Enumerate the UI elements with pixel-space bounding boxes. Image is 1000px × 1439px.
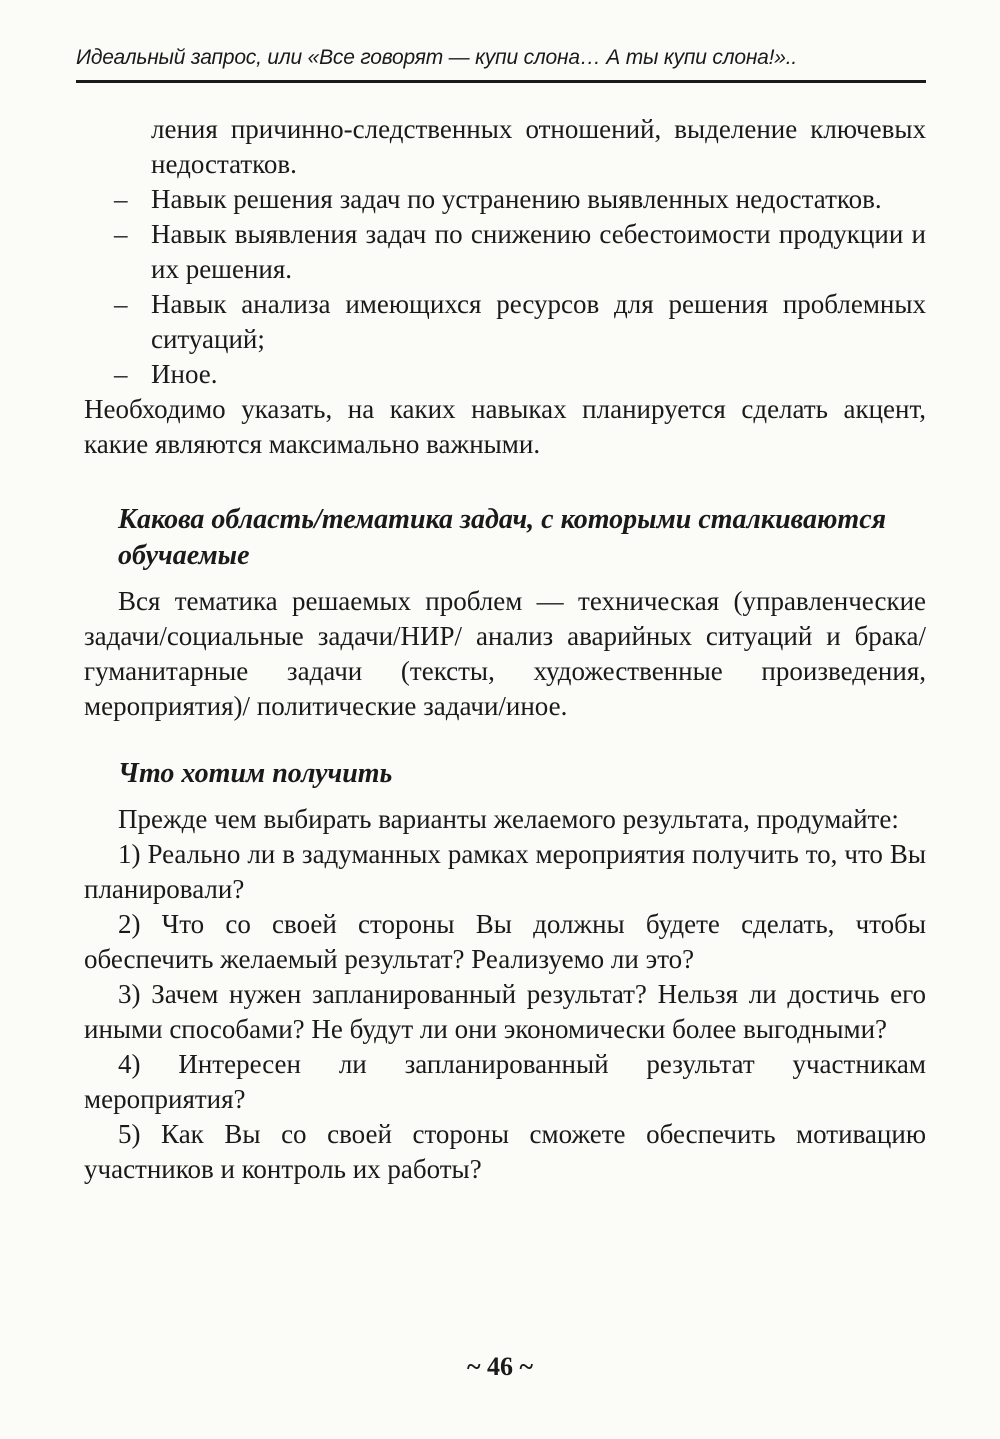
list-marker: – (114, 359, 128, 389)
list-item (84, 182, 926, 217)
header-rule (76, 80, 926, 83)
section-heading: Что хотим получить (118, 758, 393, 789)
section-paragraph: Вся тематика решаемых проблем — техническая (управленческие задачи/социальные задачи/НИР/ анализ аварийных ситуаций и брака/ гуманитарные задачи (тексты, художественные произведения, мероприятия)/ политические задачи/иное. (84, 586, 926, 721)
page-number: ~ 46 ~ (466, 1352, 534, 1381)
list-item-text: Навык анализа имеющихся ресурсов для решения проблемных ситуаций; (151, 289, 926, 354)
list-marker: – (114, 289, 128, 319)
list-item (84, 357, 926, 392)
question-item: 2) Что со своей стороны Вы должны будете сделать, чтобы обеспечить желаемый результат? Реализуемо ли это? (84, 909, 926, 974)
paragraph-continuation: ления причинно-следственных отношений, выделение ключевых недостатков. (151, 114, 926, 179)
question-item: 1) Реально ли в задуманных рамках мероприятия получить то, что Вы планировали? (84, 839, 926, 904)
list-item (84, 217, 926, 287)
question-item: 5) Как Вы со своей стороны сможете обеспечить мотивацию участников и контроль их работы? (84, 1119, 926, 1184)
section-intro: Прежде чем выбирать варианты желаемого результата, продумайте: (118, 804, 899, 834)
question-item: 4) Интересен ли запланированный результат участникам мероприятия? (84, 1049, 926, 1114)
list-item (84, 287, 926, 357)
list-item-text: Иное. (151, 359, 218, 389)
section-heading: Какова область/тематика задач, с которыми сталкиваются обучаемые (118, 504, 887, 571)
running-header: Идеальный запрос, или «Все говорят — купи слона… А ты купи слона!».. (76, 46, 798, 69)
heading-spacer (84, 574, 926, 584)
skills-note: Необходимо указать, на каких навыках планируется сделать акцент, какие являются максимально важными. (84, 394, 926, 459)
page-body (84, 112, 926, 1187)
section-spacer (84, 462, 926, 502)
heading-spacer (84, 792, 926, 802)
list-item-text: Навык выявления задач по снижению себестоимости продукции и их решения. (151, 219, 926, 284)
question-item: 3) Зачем нужен запланированный результат? Нельзя ли достичь его иными способами? Не будут ли они экономически более выгодными? (84, 979, 926, 1044)
section-spacer (84, 724, 926, 756)
skills-list (84, 182, 926, 392)
list-item-text: Навык решения задач по устранению выявленных недостатков. (151, 184, 882, 214)
list-marker: – (114, 219, 128, 249)
list-marker: – (114, 184, 128, 214)
